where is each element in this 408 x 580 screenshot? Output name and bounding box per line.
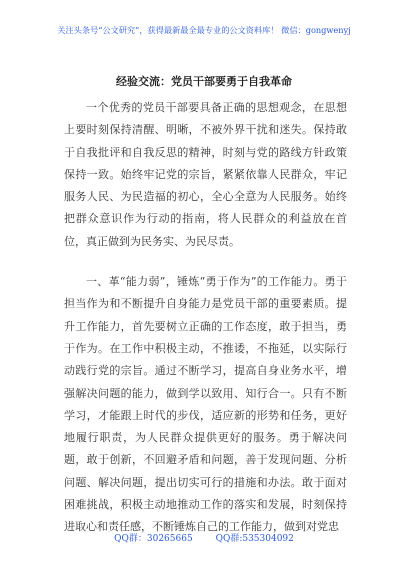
header-promo-note: 关注头条号“公文研究”，获得最新最全最专业的公文资料库！ 微信：gongwenyj — [57, 25, 351, 35]
footer-qq-groups — [0, 533, 408, 545]
body-paragraph-2: 一、革“能力弱”，锤炼“勇于作为”的工作能力。勇于担当作为和不断提升自身能力是党员干部的重要素质。提升工作能力，首先要树立正确的工作态度，敢于担当，勇于作为。在工作中积极主动，不推诿，不拖延，以实际行动践行党的宗旨。通过不断学习，提高自身业务水平，增强解决问题的能力，做到学以致用、知行合一。只有不断学习，才能跟上时代的步伐，适应新的形势和任务，更好地履行职责，为人民群众提供更好的服务。勇于解决问题，敢于创新，不回避矛盾和问题，善于发现问题、分析问题、解决问题，提出切实可行的措施和办法。敢于面对困难挑战，积极主动地推动工作的落实和发展，时刻保持进取心和责任感，不断锤炼自己的工作能力，做到对党忠 — [64, 275, 347, 534]
footer-qq-group-1: QQ群：30265665 — [114, 534, 193, 544]
footer-qq-group-2: QQ群:535304092 — [215, 534, 294, 544]
document-body — [64, 97, 347, 539]
document-title: 经验交流：党员干部要勇于自我革命 — [116, 75, 292, 88]
body-paragraph-1: 一个优秀的党员干部要具备正确的思想观念，在思想上要时刻保持清醒、明晰，不被外界干扰和迷失。保持敢于自我批评和自我反思的精神，时刻与党的路线方针政策保持一致。始终牢记党的宗旨，紧紧依靠人民群众，牢记服务人民、为民造福的初心，全心全意为人民服务。始终把群众意识作为行动的指南，将人民群众的利益放在首位，真正做到为民务实、为民尽责。 — [64, 101, 347, 248]
